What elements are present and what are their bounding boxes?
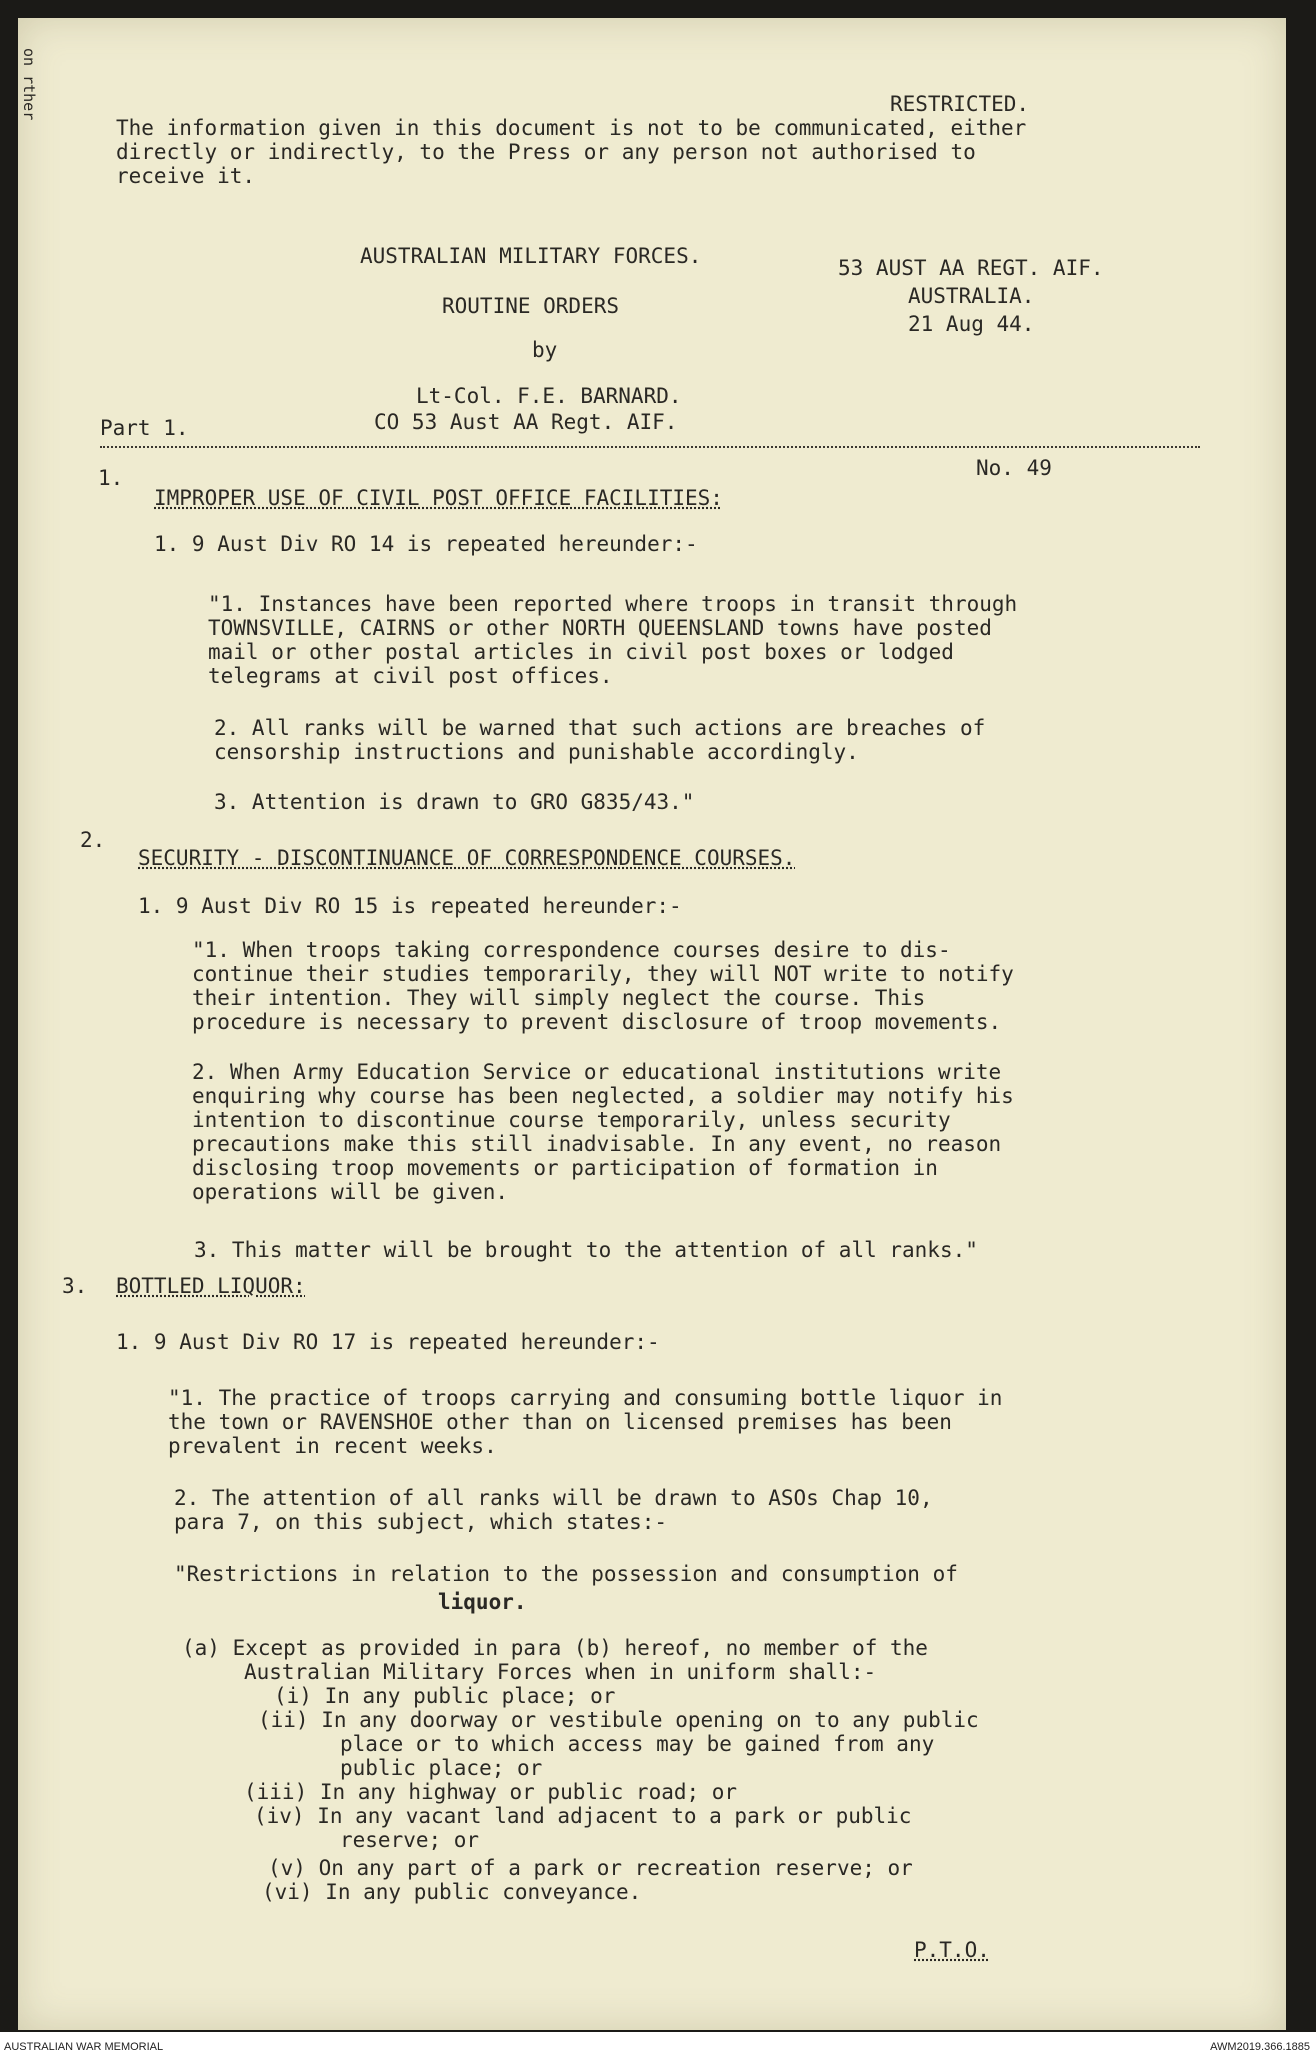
classification: RESTRICTED. [890,92,1030,116]
location: AUSTRALIA. [908,284,1035,308]
pto-label: P.T.O. [914,1938,990,1962]
section-3-number: 3. [62,1274,88,1298]
section-1-line: mail or other postal articles in civil post boxes or lodged [208,640,954,664]
header-rule [100,446,1200,448]
section-2-line: continue their studies temporarily, they will NOT write to notify [192,962,1014,986]
section-3-line: (iv) In any vacant land adjacent to a park or public [254,1804,912,1828]
part-label: Part 1. [100,416,189,440]
doc-type: ROUTINE ORDERS [442,294,620,318]
credit-right: AWM2019.366.1885 [1210,2041,1310,2053]
section-3-line: reserve; or [340,1828,480,1852]
section-2-line: 2. When Army Education Service or educational institutions write [192,1060,1002,1084]
section-3-line: place or to which access may be gained from any [340,1732,935,1756]
section-1-line: censorship instructions and punishable accordingly. [214,740,859,764]
section-1-sub: 1. 9 Aust Div RO 14 is repeated hereunder:- [154,532,698,556]
order-number: No. 49 [976,456,1052,480]
section-2-number: 2. [80,828,106,852]
officer-title: CO 53 Aust AA Regt. AIF. [374,410,678,434]
section-1-line: 3. Attention is drawn to GRO G835/43." [214,790,695,814]
section-3-line: 2. The attention of all ranks will be drawn to ASOs Chap 10, [174,1486,933,1510]
section-3-line: (ii) In any doorway or vestibule opening on to any public [258,1708,979,1732]
section-1-number: 1. [98,466,124,490]
section-2-line: procedure is necessary to prevent disclosure of troop movements. [192,1010,1002,1034]
section-3-line: (v) On any part of a park or recreation reserve; or [268,1856,913,1880]
section-1-line: telegrams at civil post offices. [208,664,613,688]
section-3-line: liquor. [438,1590,527,1614]
section-3-line: "Restrictions in relation to the possession and consumption of [174,1562,958,1586]
notice-line-1: The information given in this document is not to be communicated, either [116,116,1027,140]
corner-annotation: on rther [20,48,38,121]
document-page [18,18,1286,2030]
unit-name: 53 AUST AA REGT. AIF. [838,256,1104,280]
section-3-line: the town or RAVENSHOE other than on licensed premises has been [168,1410,952,1434]
section-3-line: public place; or [340,1756,543,1780]
section-3-line: (a) Except as provided in para (b) hereof, no member of the [182,1636,928,1660]
section-2-line: their intention. They will simply neglect the course. This [192,986,926,1010]
section-3-line: prevalent in recent weeks. [168,1434,497,1458]
section-3-line: (iii) In any highway or public road; or [244,1780,738,1804]
section-3-line: (i) In any public place; or [274,1684,616,1708]
section-1-line: 2. All ranks will be warned that such actions are breaches of [214,716,986,740]
section-3-line: para 7, on this subject, which states:- [174,1510,668,1534]
order-date: 21 Aug 44. [908,312,1035,336]
section-2-line: operations will be given. [192,1180,509,1204]
credit-left: AUSTRALIAN WAR MEMORIAL [4,2041,164,2053]
section-2-title: SECURITY - DISCONTINUANCE OF CORRESPONDENCE COURSES. [138,846,796,870]
section-2-sub: 1. 9 Aust Div RO 15 is repeated hereunder:- [138,894,682,918]
section-3-line: "1. The practice of troops carrying and consuming bottle liquor in [168,1386,1003,1410]
credit-strip [0,2032,1316,2061]
by-label: by [532,338,558,362]
section-2-line: "1. When troops taking correspondence courses desire to dis- [192,938,951,962]
forces-heading: AUSTRALIAN MILITARY FORCES. [360,244,702,268]
section-1-line: TOWNSVILLE, CAIRNS or other NORTH QUEENSLAND towns have posted [208,616,992,640]
section-3-line: (vi) In any public conveyance. [262,1880,642,1904]
section-3-line: Australian Military Forces when in uniform shall:- [244,1660,877,1684]
section-2-line: 3. This matter will be brought to the attention of all ranks." [194,1238,978,1262]
officer-name: Lt-Col. F.E. BARNARD. [416,384,682,408]
section-1-line: "1. Instances have been reported where troops in transit through [208,592,1018,616]
section-2-line: enquiring why course has been neglected, a soldier may notify his [192,1084,1014,1108]
section-2-line: disclosing troop movements or participation of formation in [192,1156,938,1180]
section-2-line: intention to discontinue course temporarily, unless security [192,1108,951,1132]
notice-line-2: directly or indirectly, to the Press or any person not authorised to [116,140,976,164]
section-2-line: precautions make this still inadvisable. In any event, no reason [192,1132,1002,1156]
section-3-title: BOTTLED LIQUOR: [116,1274,306,1298]
section-3-sub: 1. 9 Aust Div RO 17 is repeated hereunder:- [116,1330,660,1354]
notice-line-3: receive it. [116,164,256,188]
section-1-title: IMPROPER USE OF CIVIL POST OFFICE FACILITIES: [154,486,723,510]
